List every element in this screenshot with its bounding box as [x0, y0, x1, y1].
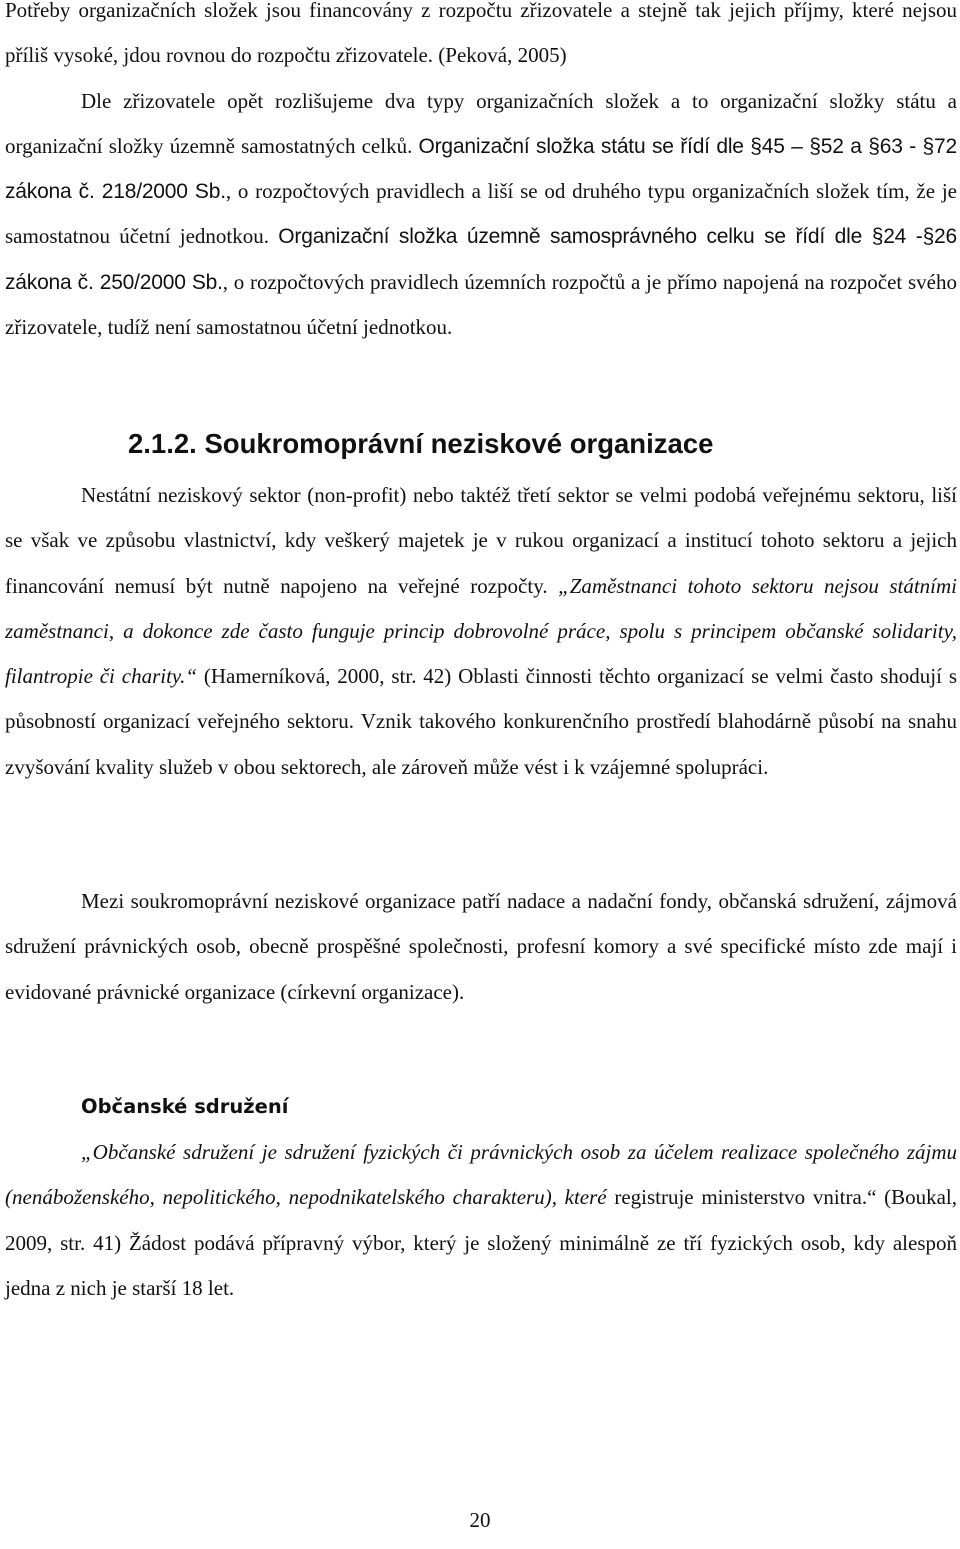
page-number: 20 — [469, 1508, 491, 1532]
quotation: „Občanské sdružení je sdružení fyzických či právnických osob za účelem realizace společného zájmu (nenáboženského, nepolitického, nepodnikatelského charakteru), které — [5, 1140, 957, 1210]
paragraph-text: Nestátní neziskový sektor (non-profit) nebo taktéž třetí sektor se velmi podobá veřejnému sektoru, liší se však ve způsobu vlastnictví, kdy veškerý majetek je v rukou organizací a institucí tohoto sektoru a jejich financování nemusí být nutně napojeno na veřejné rozpočty. — [5, 483, 957, 598]
paragraph-text: Dle zřizovatele opět rozlišujeme dva typy organizačních složek a to organizační složky státu a organizační složky územně samostatných celků. — [5, 88, 957, 158]
paragraph-nonprofit-sector — [5, 473, 957, 790]
paragraph-text: Mezi soukromoprávní neziskové organizace patří nadace a nadační fondy, občanská sdružení, zájmová sdružení právnických osob, obecně prospěšné společnosti, profesní komory a své specifické místo zde mají i evidované právnické organizace (církevní organizace). — [5, 889, 957, 1004]
quotation: „Zaměstnanci tohoto sektoru nejsou státními zaměstnanci, a dokonce zde často funguje princip dobrovolné práce, spolu s principem občanské solidarity, filantropie či charity.“ — [5, 573, 958, 689]
paragraph-text: Potřeby organizačních složek jsou financovány z rozpočtu zřizovatele a stejně tak jejich příjmy, které nejsou příliš vysoké, jdou rovnou do rozpočtu zřizovatele. (Peková, 2005) — [5, 0, 957, 68]
section-number: 2.1.2. — [128, 428, 197, 459]
paragraph-text: (Hamerníková, 2000, str. 42) Oblasti činnosti těchto organizací se velmi často shodují s působností organizací veřejného sektoru. Vznik takového konkurenčního prostředí blahodárně působí na snahu zvyšování kvality služeb v obou sektorech, ale zároveň může vést i k vzájemné spolupráci. — [5, 664, 958, 779]
subsection-heading: Občanské sdružení — [81, 1095, 289, 1118]
paragraph-text: , o rozpočtových pravidlech a liší se od druhého typu organizačních složek tím, že je samostatnou účetní jednotkou. — [5, 179, 957, 249]
paragraph-organization-types — [5, 879, 957, 1015]
section-heading — [128, 424, 713, 464]
paragraph-text: registruje ministerstvo vnitra.“ — [606, 1185, 877, 1210]
paragraph-text: (Boukal, 2009, str. 41) Žádost podává přípravný výbor, který je složený minimálně ze tří fyzických osob, kdy alespoň jedna z nich je starší 18 let. — [5, 1185, 957, 1300]
section-title: Soukromoprávní neziskové organizace — [204, 428, 714, 459]
paragraph-civic-association — [5, 1130, 957, 1311]
paragraph-organizational-units — [5, 0, 957, 350]
paragraph-text: Organizační složka státu se řídí dle §45 – §52 a §63 - §72 zákona č. 218/2000 Sb. — [5, 134, 957, 204]
paragraph-text: , o rozpočtových pravidlech územních rozpočtů a je přímo napojená na rozpočet svého zřizovatele, tudíž není samostatnou účetní jednotkou. — [5, 269, 957, 340]
paragraph-text: Organizační složka územně samosprávného celku se řídí dle §24 -§26 zákona č. 250/2000 Sb. — [5, 225, 958, 294]
